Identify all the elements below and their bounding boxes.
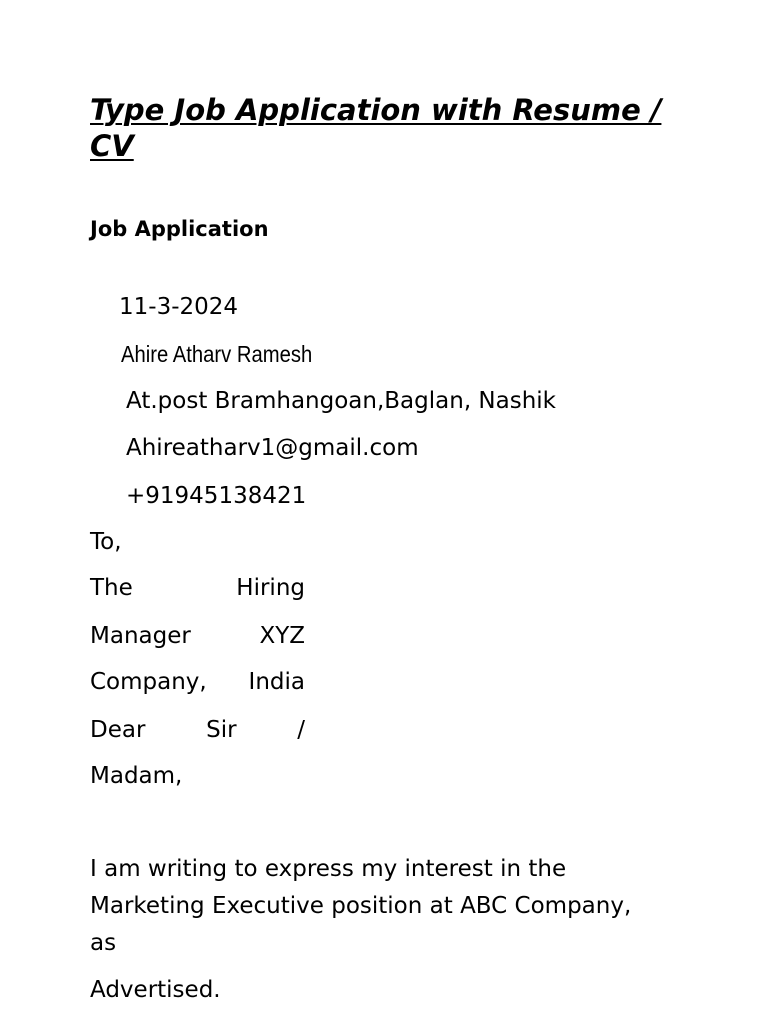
recipient-word: Hiring xyxy=(236,575,305,601)
letter-date: 11-3-2024 xyxy=(119,294,239,320)
recipient-line-1 xyxy=(90,574,305,602)
recipient-line-2 xyxy=(90,622,305,650)
sender-phone: +91945138421 xyxy=(126,483,307,509)
sender-name: Ahire Atharv Ramesh xyxy=(121,341,313,367)
recipient-word: Company, xyxy=(90,669,207,695)
body-paragraph: I am writing to express my interest in the Marketing Executive position at ABC Company, as xyxy=(90,856,632,956)
salutation-word: / xyxy=(297,717,305,743)
body-paragraph: Advertised. xyxy=(90,977,221,1003)
salutation-line-2: Madam, xyxy=(90,763,183,789)
recipient-word: India xyxy=(248,669,305,695)
salutation-word: Sir xyxy=(206,717,237,743)
document-subtitle: Job Application xyxy=(90,217,269,241)
sender-address: At.post Bramhangoan,Baglan, Nashik xyxy=(126,388,557,414)
recipient-to: To, xyxy=(90,529,122,555)
salutation-line-1 xyxy=(90,716,305,744)
document-title: Type Job Application with Resume / CV xyxy=(90,93,662,163)
recipient-line-3 xyxy=(90,668,305,696)
recipient-word: The xyxy=(90,575,133,601)
recipient-word: Manager xyxy=(90,623,191,649)
salutation-word: Dear xyxy=(90,717,146,743)
sender-email: Ahireatharv1@gmail.com xyxy=(126,435,419,461)
recipient-word: XYZ xyxy=(259,623,305,649)
